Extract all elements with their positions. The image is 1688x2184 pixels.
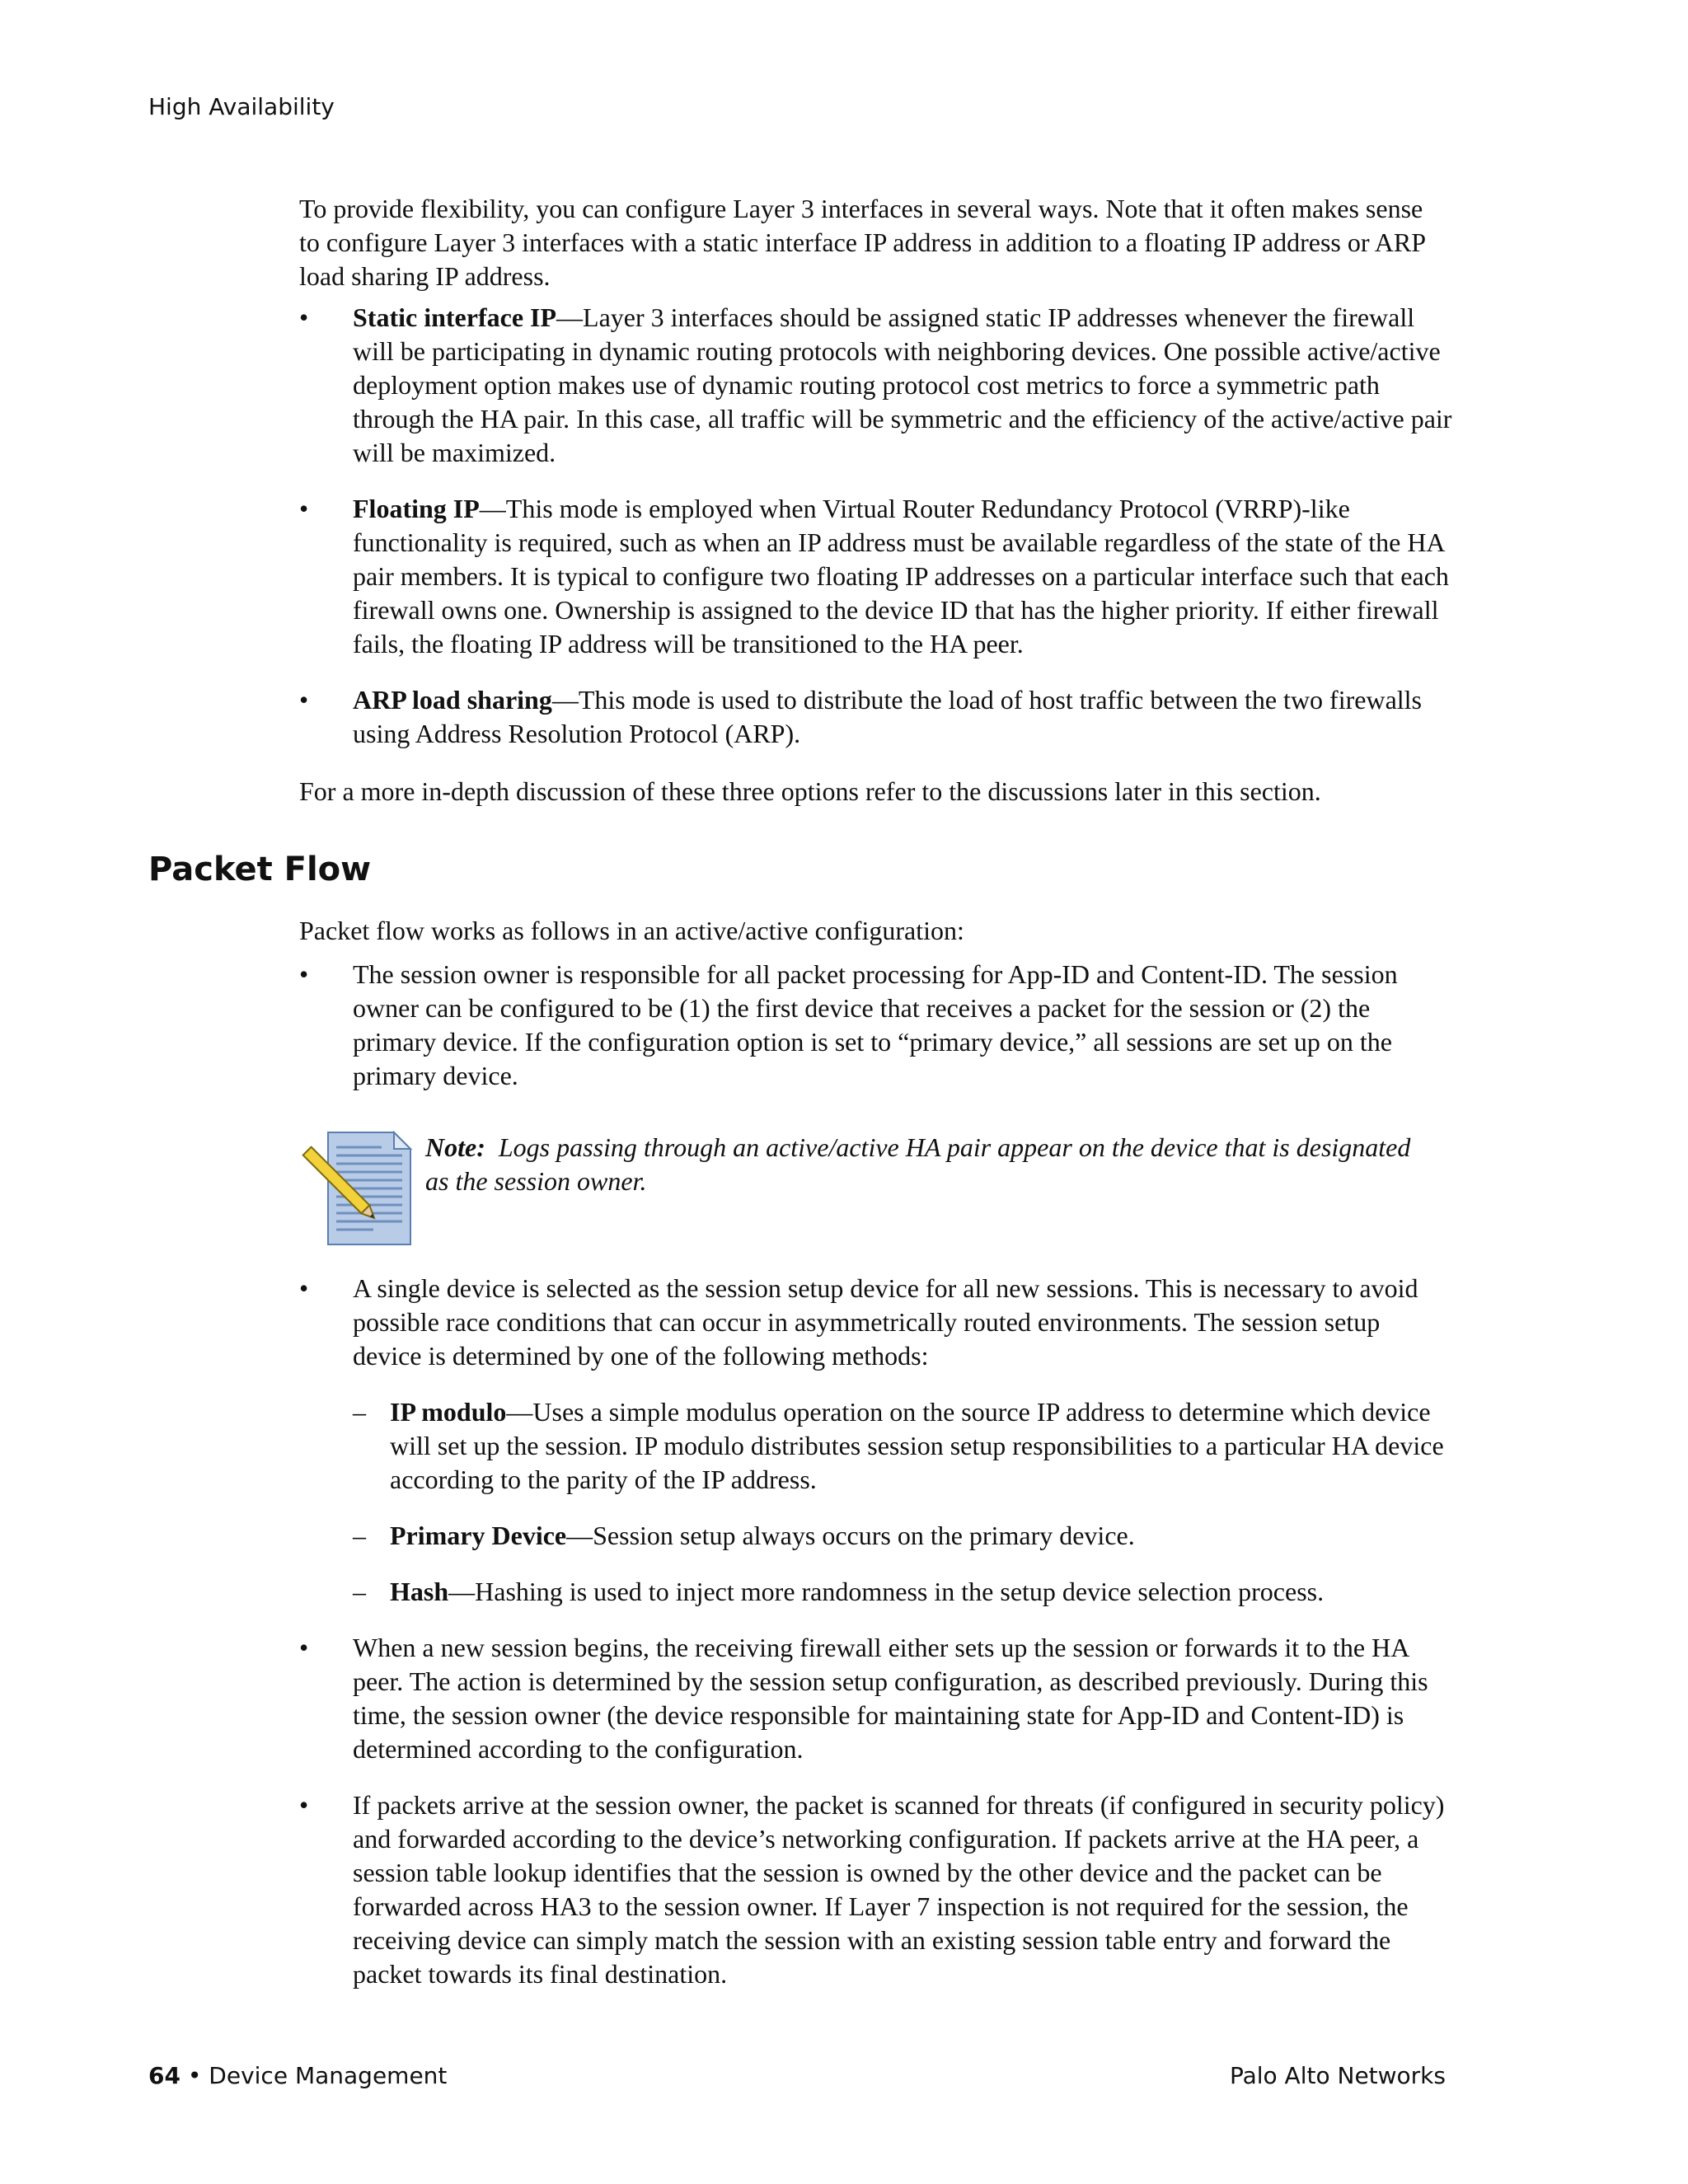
note-document-icon xyxy=(299,1131,415,1246)
term: Static interface IP xyxy=(353,302,557,332)
dash: – xyxy=(353,1397,366,1427)
term: Primary Device xyxy=(390,1521,567,1550)
list-item xyxy=(299,1788,1453,1991)
list-item xyxy=(299,958,1453,1093)
dash: – xyxy=(353,1577,366,1606)
closing-paragraph: For a more in-depth discussion of these three options refer to the discussions later in this section. xyxy=(299,776,1321,806)
bullet: • xyxy=(299,302,309,332)
note-text xyxy=(425,1131,1439,1198)
term: IP modulo xyxy=(390,1397,507,1427)
bullet: • xyxy=(299,1790,309,1820)
running-head: High Availability xyxy=(148,93,335,120)
term: Hash xyxy=(390,1577,449,1606)
list-item xyxy=(299,683,1453,751)
interface-options-list xyxy=(299,301,1453,773)
bullet: • xyxy=(299,1633,309,1662)
list-item-text: The session owner is responsible for all packet processing for App-ID and Content-ID. The session owner can be configured to be (1) the first device that receives a packet for the session or (2) the primary device. If the configuration option is set to “primary device,” all sessions are set up on the primary device. xyxy=(353,959,1398,1090)
bullet: • xyxy=(299,685,309,715)
page-number: 64 xyxy=(148,2062,181,2089)
bullet: • xyxy=(299,959,309,989)
term: Floating IP xyxy=(353,494,480,523)
dash: – xyxy=(353,1521,366,1550)
note-callout xyxy=(299,1131,1453,1246)
intro-paragraph: To provide flexibility, you can configure Layer 3 interfaces in several ways. Note that it often makes sense to configure Layer 3 interfaces with a static interface IP address in addition to a floating IP address or ARP load sharing IP address. xyxy=(299,194,1425,291)
definition: —Uses a simple modulus operation on the source IP address to determine which device will set up the session. IP modulo distributes session setup responsibilities to a particular HA device according to the parity of the IP address. xyxy=(390,1397,1444,1494)
list-item-text: When a new session begins, the receiving firewall either sets up the session or forwards it to the HA peer. The action is determined by the session setup configuration, as described previously. During this time, the session owner (the device responsible for maintaining state for App-ID and Content-ID) is determined according to the configuration. xyxy=(353,1633,1428,1764)
list-item-text: If packets arrive at the session owner, the packet is scanned for threats (if configured in security policy) and forwarded according to the device’s networking configuration. If packets arrive at the HA peer, a session table lookup identifies that the session is owned by the other device and the packet can be forwarded across HA3 to the session owner. If Layer 7 inspection is not required for the session, the receiving device can simply match the session with an existing session table entry and forward the packet towards its final destination. xyxy=(353,1790,1445,1989)
definition: —Session setup always occurs on the primary device. xyxy=(566,1521,1135,1550)
sub-list-item xyxy=(353,1395,1453,1497)
note-label: Note: xyxy=(425,1132,485,1162)
footer-section: Device Management xyxy=(209,2062,448,2089)
list-item xyxy=(299,1631,1453,1766)
definition: —Layer 3 interfaces should be assigned static IP addresses whenever the firewall will be participating in dynamic routing protocols with neighboring devices. One possible active/active deployment option makes use of dynamic routing protocol cost metrics to force a symmetric path through the HA pair. In this case, all traffic will be symmetric and the efficiency of the active/active pair will be maximized. xyxy=(353,302,1452,467)
sub-list-item xyxy=(353,1575,1453,1609)
sub-list-item xyxy=(353,1519,1453,1553)
definition: —This mode is employed when Virtual Router Redundancy Protocol (VRRP)-like functionality is required, such as when an IP address must be available regardless of the state of the HA pair members. It is typical to configure two floating IP addresses on a particular interface such that each firewall owns one. Ownership is assigned to the device ID that has the higher priority. If either firewall fails, the floating IP address will be transitioned to the HA peer. xyxy=(353,494,1449,658)
list-item-text: A single device is selected as the session setup device for all new sessions. This is necessary to avoid possible race conditions that can occur in asymmetrically routed environments. The session setup device is determined by one of the following methods: xyxy=(353,1273,1418,1371)
list-item xyxy=(299,301,1453,470)
bullet: • xyxy=(299,1273,309,1303)
list-item xyxy=(299,1272,1453,1609)
definition: —Hashing is used to inject more randomness in the setup device selection process. xyxy=(448,1577,1325,1606)
footer-publisher: Palo Alto Networks xyxy=(1229,2062,1446,2089)
packet-flow-list-part2 xyxy=(299,1272,1453,2013)
setup-methods-list xyxy=(353,1395,1453,1609)
term: ARP load sharing xyxy=(353,685,552,715)
definition: —This mode is used to distribute the load of host traffic between the two firewalls using Address Resolution Protocol (ARP). xyxy=(353,685,1422,748)
list-item xyxy=(299,492,1453,661)
packet-flow-lead: Packet flow works as follows in an active/active configuration: xyxy=(299,916,964,945)
footer-left xyxy=(148,2062,447,2089)
footer-separator: • xyxy=(180,2062,209,2089)
note-body: Logs passing through an active/active HA pair appear on the device that is designated as the session owner. xyxy=(425,1132,1411,1196)
packet-flow-list-part1 xyxy=(299,958,1453,1115)
section-heading: Packet Flow xyxy=(148,851,372,888)
bullet: • xyxy=(299,494,309,523)
